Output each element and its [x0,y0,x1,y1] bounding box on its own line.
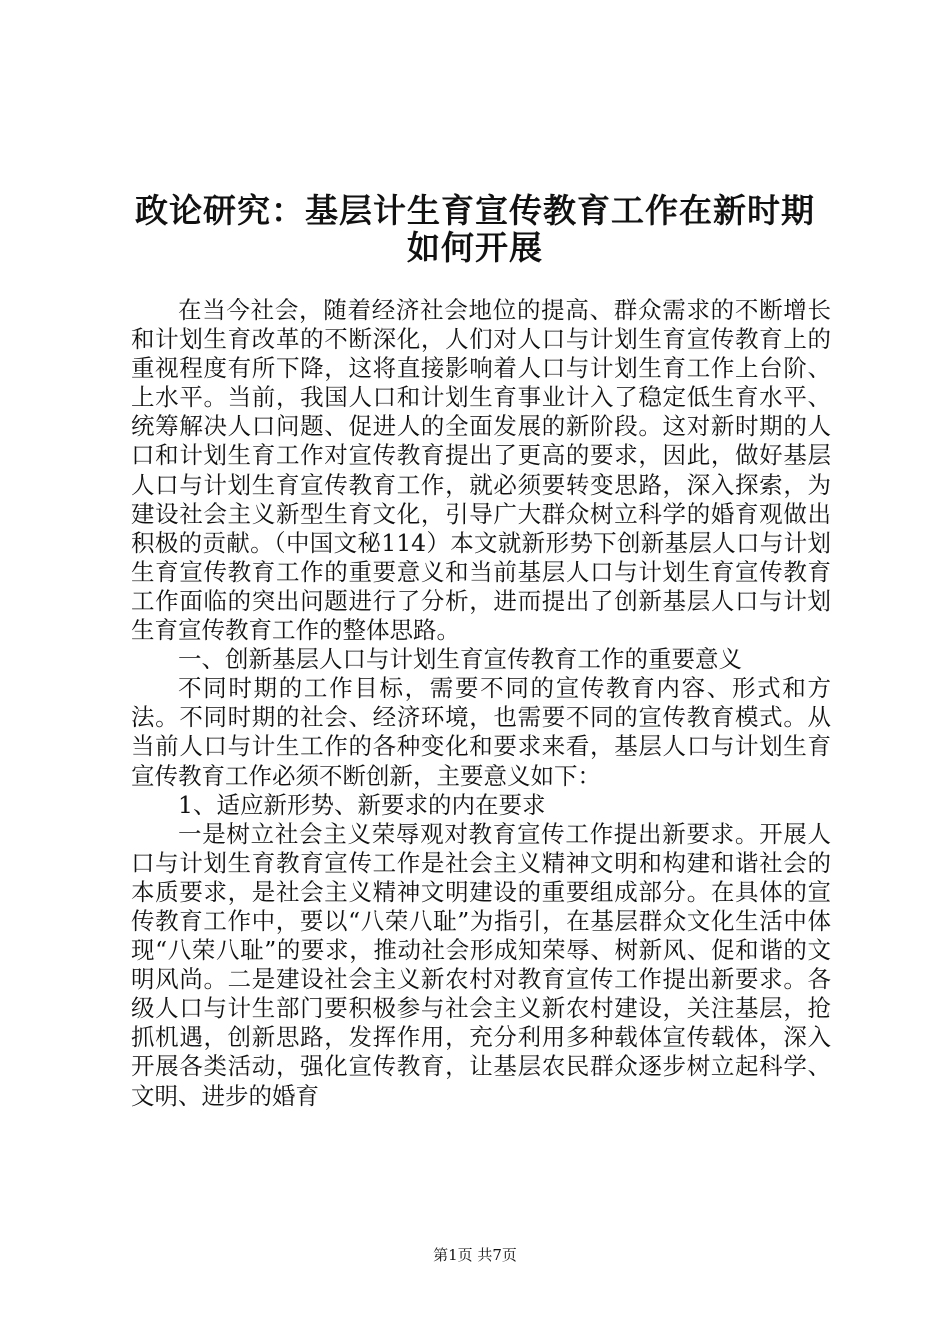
document-title-line-2: 如何开展 [407,228,543,267]
paragraph-section-1: 不同时期的工作目标，需要不同的宣传教育内容、形式和方法。不同时期的社会、经济环境，也需要不同的宣传教育模式。从当前人口与计生工作的各种变化和要求来看，基层人口与计划生育宣传教育工作必须不断创新，主要意义如下： [131,674,831,790]
document-title-line-1: 政论研究：基层计生育宣传教育工作在新时期 [135,191,815,230]
subsection-heading-1: 1、适应新形势、新要求的内在要求 [178,790,546,819]
page-footer: 第1页 共7页 [433,1246,517,1264]
paragraph-subsection-1: 一是树立社会主义荣辱观对教育宣传工作提出新要求。开展人口与计划生育教育宣传工作是社会主义精神文明和构建和谐社会的本质要求，是社会主义精神文明建设的重要组成部分。在具体的宣传教育工作中，要以“八荣八耻”为指引，在基层群众文化生活中体现“八荣八耻”的要求，推动社会形成知荣辱、树新风、促和谐的文明风尚。二是建设社会主义新农村对教育宣传工作提出新要求。各级人口与计生部门要积极参与社会主义新农村建设，关注基层，抢抓机遇，创新思路，发挥作用，充分利用多种载体宣传载体，深入开展各类活动，强化宣传教育，让基层农民群众逐步树立起科学、文明、进步的婚育 [131,819,831,1110]
paragraph-intro: 在当今社会，随着经济社会地位的提高、群众需求的不断增长和计划生育改革的不断深化，人们对人口与计划生育宣传教育上的重视程度有所下降，这将直接影响着人口与计划生育工作上台阶、上水平。当前，我国人口和计划生育事业计入了稳定低生育水平、统筹解决人口问题、促进人的全面发展的新阶段。这对新时期的人口和计划生育工作对宣传教育提出了更高的要求，因此，做好基层人口与计划生育宣传教育工作，就必须要转变思路，深入探索，为建设社会主义新型生育文化，引导广大群众树立科学的婚育观做出积极的贡献。（中国文秘114）本文就新形势下创新基层人口与计划生育宣传教育工作的重要意义和当前基层人口与计划生育宣传教育工作面临的突出问题进行了分析，进而提出了创新基层人口与计划生育宣传教育工作的整体思路。 [131,296,831,645]
section-heading-1: 一、创新基层人口与计划生育宣传教育工作的重要意义 [178,645,742,674]
document-body [131,296,831,1111]
